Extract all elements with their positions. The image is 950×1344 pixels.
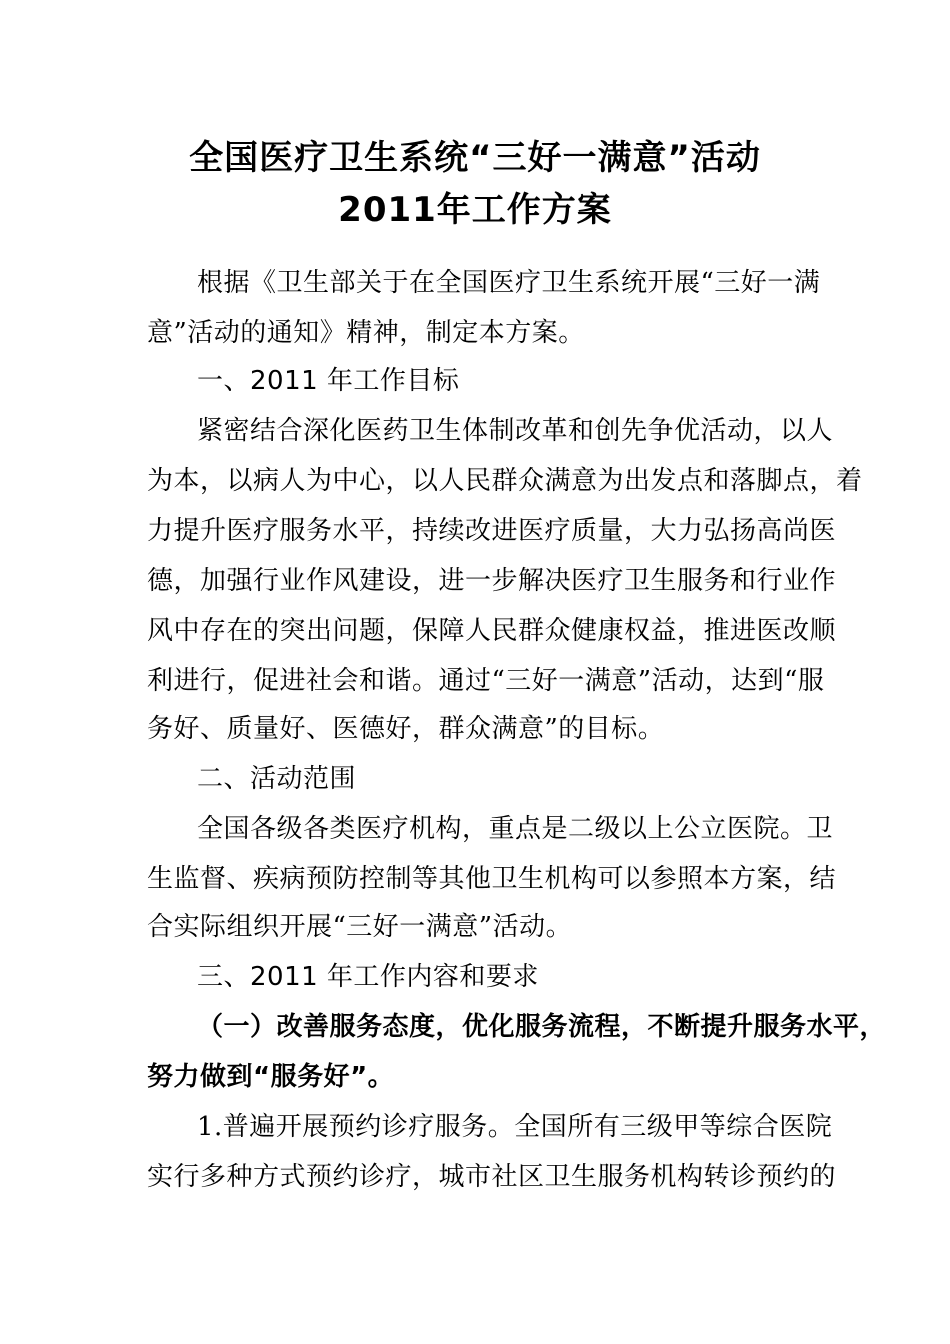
document-title-line1: 全国医疗卫生系统“三好一满意”活动 [189, 138, 761, 178]
body-line: 德，加强行业作风建设，进一步解决医疗卫生服务和行业作 [147, 566, 837, 596]
body-line: 意”活动的通知》精神，制定本方案。 [147, 318, 585, 348]
body-line: 实行多种方式预约诊疗，城市社区卫生服务机构转诊预约的 [147, 1162, 837, 1192]
section-heading: 一、2011 年工作目标 [197, 366, 460, 396]
section-heading: 三、2011 年工作内容和要求 [197, 962, 539, 992]
body-line: 利进行，促进社会和谐。通过“三好一满意”活动，达到“服 [147, 666, 825, 696]
body-line: 全国各级各类医疗机构，重点是二级以上公立医院。卫 [197, 814, 834, 844]
body-line: 为本，以病人为中心，以人民群众满意为出发点和落脚点，着 [147, 466, 863, 496]
body-line: 根据《卫生部关于在全国医疗卫生系统开展“三好一满 [197, 268, 821, 298]
body-line: 合实际组织开展“三好一满意”活动。 [147, 912, 573, 942]
subsection-heading: 努力做到“服务好”。 [147, 1062, 395, 1092]
body-line: 力提升医疗服务水平，持续改进医疗质量，大力弘扬高尚医 [147, 516, 837, 546]
body-line: 1.普遍开展预约诊疗服务。全国所有三级甲等综合医院 [197, 1112, 833, 1142]
body-line: 紧密结合深化医药卫生体制改革和创先争优活动，以人 [197, 416, 834, 446]
body-line: 风中存在的突出问题，保障人民群众健康权益，推进医改顺 [147, 616, 837, 646]
subsection-heading: （一）改善服务态度，优化服务流程，不断提升服务水平， [197, 1012, 887, 1042]
body-line: 生监督、疾病预防控制等其他卫生机构可以参照本方案，结 [147, 864, 837, 894]
section-heading: 二、活动范围 [197, 764, 357, 794]
body-line: 务好、质量好、医德好，群众满意”的目标。 [147, 714, 665, 744]
document-title-line2: 2011年工作方案 [338, 190, 612, 230]
